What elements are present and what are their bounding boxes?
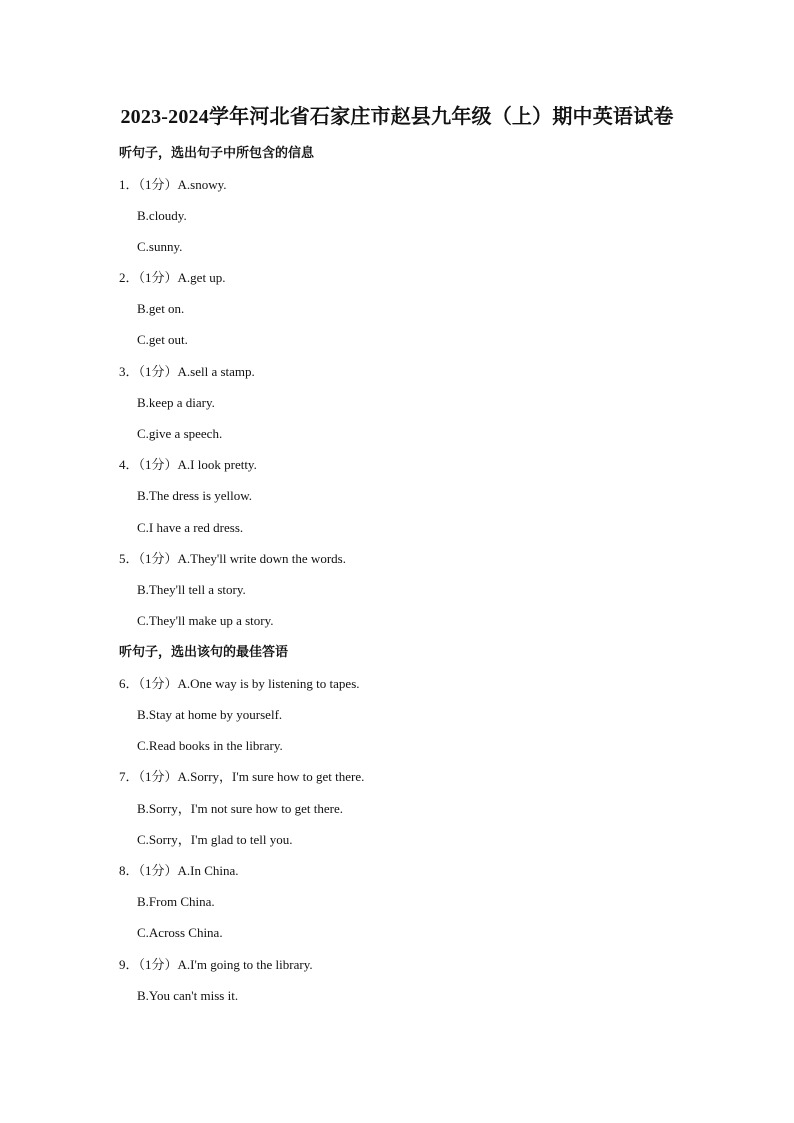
- question-number-separator: ．: [125, 270, 139, 285]
- question-number: 8: [119, 863, 126, 878]
- question-score: （1分）: [138, 551, 178, 566]
- question-1-option-b: B.cloudy.: [137, 208, 187, 223]
- question-7-option-c: C.Sorry，I'm glad to tell you.: [137, 832, 293, 847]
- question-5-option-b: B.They'll tell a story.: [137, 582, 246, 597]
- question-score: （1分）: [138, 676, 178, 691]
- question-9-option-b: B.You can't miss it.: [137, 988, 239, 1003]
- question-8-option-b: B.From China.: [137, 894, 215, 909]
- question-number: 3: [119, 364, 126, 379]
- question-number: 9: [119, 957, 126, 972]
- question-score: （1分）: [138, 270, 178, 285]
- page-title: 2023-2024学年河北省石家庄市赵县九年级（上）期中英语试卷: [120, 106, 674, 128]
- question-3: [119, 363, 255, 381]
- question-number-separator: ．: [125, 769, 139, 784]
- question-number: 1: [119, 177, 126, 192]
- question-6: [119, 675, 360, 693]
- question-2-option-b: B.get on.: [137, 301, 185, 316]
- question-1-option-c: C.sunny.: [137, 239, 183, 254]
- question-7: [119, 768, 364, 786]
- question-8: [119, 862, 239, 880]
- question-number-separator: ．: [125, 457, 139, 472]
- question-score: （1分）: [138, 177, 178, 192]
- question-3-option-c: C.give a speech.: [137, 426, 223, 441]
- question-number-separator: ．: [125, 177, 139, 192]
- question-2: [119, 269, 226, 287]
- question-number-separator: ．: [125, 364, 139, 379]
- question-4-option-c: C.I have a red dress.: [137, 520, 244, 535]
- section-heading-listening-information: 听句子，选出句子中所包含的信息: [119, 146, 315, 161]
- question-1: [119, 176, 227, 194]
- question-number: 4: [119, 457, 126, 472]
- question-8-option-c: C.Across China.: [137, 925, 223, 940]
- question-3-option-b: B.keep a diary.: [137, 395, 215, 410]
- question-4-option-b: B.The dress is yellow.: [137, 488, 253, 503]
- question-option-a: A.I look pretty.: [177, 457, 257, 472]
- question-number-separator: ．: [125, 676, 139, 691]
- question-option-a: A.sell a stamp.: [177, 364, 255, 379]
- question-number: 5: [119, 551, 126, 566]
- question-number: 6: [119, 676, 126, 691]
- question-option-a: A.Sorry，I'm sure how to get there.: [177, 769, 365, 784]
- question-option-a: A.snowy.: [177, 177, 227, 192]
- question-number-separator: ．: [125, 957, 139, 972]
- question-score: （1分）: [138, 364, 178, 379]
- question-score: （1分）: [138, 457, 178, 472]
- question-option-a: A.get up.: [177, 270, 226, 285]
- question-5: [119, 550, 346, 568]
- section-heading-best-response: 听句子，选出该句的最佳答语: [119, 645, 289, 660]
- question-option-a: A.In China.: [177, 863, 239, 878]
- question-number-separator: ．: [125, 551, 139, 566]
- question-option-a: A.One way is by listening to tapes.: [177, 676, 360, 691]
- question-6-option-b: B.Stay at home by yourself.: [137, 707, 283, 722]
- question-score: （1分）: [138, 769, 178, 784]
- question-4: [119, 456, 257, 474]
- question-option-a: A.I'm going to the library.: [177, 957, 313, 972]
- question-number: 7: [119, 769, 126, 784]
- question-6-option-c: C.Read books in the library.: [137, 738, 283, 753]
- question-option-a: A.They'll write down the words.: [177, 551, 346, 566]
- question-9: [119, 956, 313, 974]
- question-number-separator: ．: [125, 863, 139, 878]
- question-2-option-c: C.get out.: [137, 332, 188, 347]
- question-5-option-c: C.They'll make up a story.: [137, 613, 274, 628]
- question-score: （1分）: [138, 863, 178, 878]
- question-score: （1分）: [138, 957, 178, 972]
- question-7-option-b: B.Sorry，I'm not sure how to get there.: [137, 801, 343, 816]
- question-number: 2: [119, 270, 126, 285]
